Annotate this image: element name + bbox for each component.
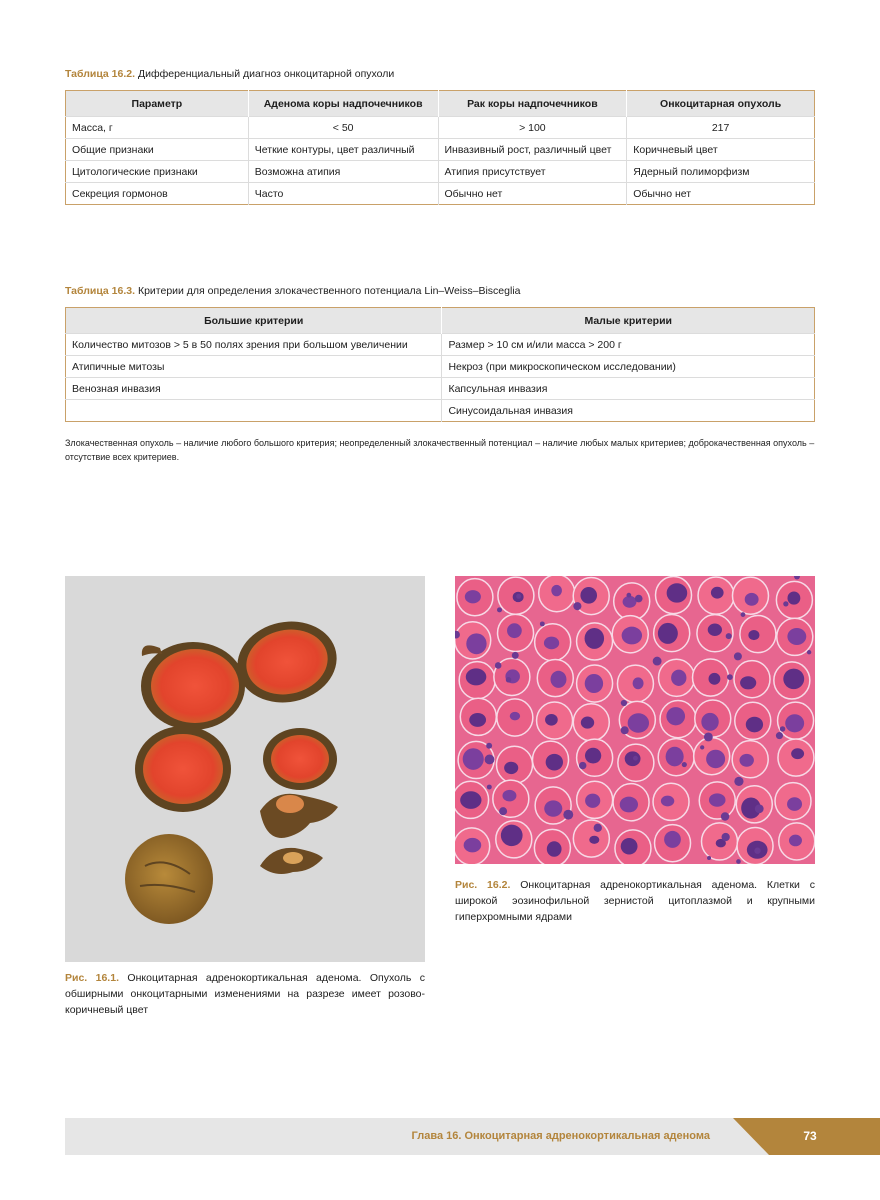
table-cell: Синусоидальная инвазия bbox=[442, 400, 815, 422]
table-header-row bbox=[66, 91, 815, 117]
figure2-text: Онкоцитарная адренокортикальная аденома. Клетки с широкой эозинофильной зернистой цитоплазмой и крупными гиперхромными ядрами bbox=[455, 879, 815, 923]
table1-caption bbox=[65, 68, 394, 80]
table-cell: Количество митозов > 5 в 50 полях зрения при большом увеличении bbox=[66, 334, 442, 356]
figure1-caption bbox=[65, 970, 425, 1018]
table-cell: Масса, г bbox=[66, 117, 249, 139]
table-cell: Ядерный полиморфизм bbox=[627, 161, 815, 183]
table-cell: Секреция гормонов bbox=[66, 183, 249, 205]
table-cell: Атипия присутствует bbox=[438, 161, 627, 183]
table-row bbox=[66, 378, 815, 400]
table-row bbox=[66, 139, 815, 161]
table-cell: Часто bbox=[248, 183, 438, 205]
table2-title: Критерии для определения злокачественного потенциала Lin–Weiss–Bisceglia bbox=[137, 285, 521, 297]
table-cell: Венозная инвазия bbox=[66, 378, 442, 400]
table-cell: Обычно нет bbox=[627, 183, 815, 205]
gross-specimen-photo bbox=[65, 576, 425, 962]
footer-chapter-title: Глава 16. Онкоцитарная адренокортикальная аденома bbox=[411, 1130, 710, 1142]
differential-diagnosis-table bbox=[65, 90, 815, 205]
table-header-cell: Параметр bbox=[66, 91, 249, 117]
table-header-cell: Аденома коры надпочечников bbox=[248, 91, 438, 117]
table1-label: Таблица 16.2. bbox=[65, 68, 136, 80]
table-row bbox=[66, 117, 815, 139]
table-header-row bbox=[66, 308, 815, 334]
table-cell: Размер > 10 см и/или масса > 200 г bbox=[442, 334, 815, 356]
table-cell: Цитологические признаки bbox=[66, 161, 249, 183]
table-cell: Возможна атипия bbox=[248, 161, 438, 183]
table-cell: < 50 bbox=[248, 117, 438, 139]
table-cell: Атипичные митозы bbox=[66, 356, 442, 378]
table-cell: Четкие контуры, цвет различный bbox=[248, 139, 438, 161]
table-cell bbox=[66, 400, 442, 422]
table-row bbox=[66, 356, 815, 378]
table-cell: > 100 bbox=[438, 117, 627, 139]
table-cell: Некроз (при микроскопическом исследовании) bbox=[442, 356, 815, 378]
table-cell: Общие признаки bbox=[66, 139, 249, 161]
table2-footnote: Злокачественная опухоль – наличие любого большого критерия; неопределенный злокачественный потенциал – наличие любых малых критериев; доброкачественная опухоль – отсутствие всех критериев. bbox=[65, 438, 815, 462]
table-header-cell: Онкоцитарная опухоль bbox=[627, 91, 815, 117]
table1-title: Дифференциальный диагноз онкоцитарной опухоли bbox=[137, 68, 395, 80]
table-header-cell: Рак коры надпочечников bbox=[438, 91, 627, 117]
figure2-caption bbox=[455, 877, 815, 925]
figure2-label: Рис. 16.2. bbox=[455, 879, 511, 891]
figure1-label: Рис. 16.1. bbox=[65, 972, 119, 984]
gross-specimen-illustration bbox=[65, 576, 425, 962]
table-header-cell: Малые критерии bbox=[442, 308, 815, 334]
page-number: 73 bbox=[803, 1129, 817, 1143]
table-cell: Инвазивный рост, различный цвет bbox=[438, 139, 627, 161]
figure1-text: Онкоцитарная адренокортикальная аденома. Опухоль с обширными онкоцитарными изменениями на разрезе имеет розово-коричневый цвет bbox=[65, 972, 425, 1016]
table-row bbox=[66, 161, 815, 183]
table-row bbox=[66, 183, 815, 205]
table-row bbox=[66, 400, 815, 422]
table2-caption bbox=[65, 285, 521, 297]
malignancy-criteria-table bbox=[65, 307, 815, 422]
table-cell: Капсульная инвазия bbox=[442, 378, 815, 400]
table-cell: Обычно нет bbox=[438, 183, 627, 205]
table-header-cell: Большие критерии bbox=[66, 308, 442, 334]
table-row bbox=[66, 334, 815, 356]
table-cell: Коричневый цвет bbox=[627, 139, 815, 161]
histology-micrograph bbox=[455, 576, 815, 864]
table2-label: Таблица 16.3. bbox=[65, 285, 136, 297]
histology-illustration bbox=[455, 576, 815, 864]
table-cell: 217 bbox=[627, 117, 815, 139]
